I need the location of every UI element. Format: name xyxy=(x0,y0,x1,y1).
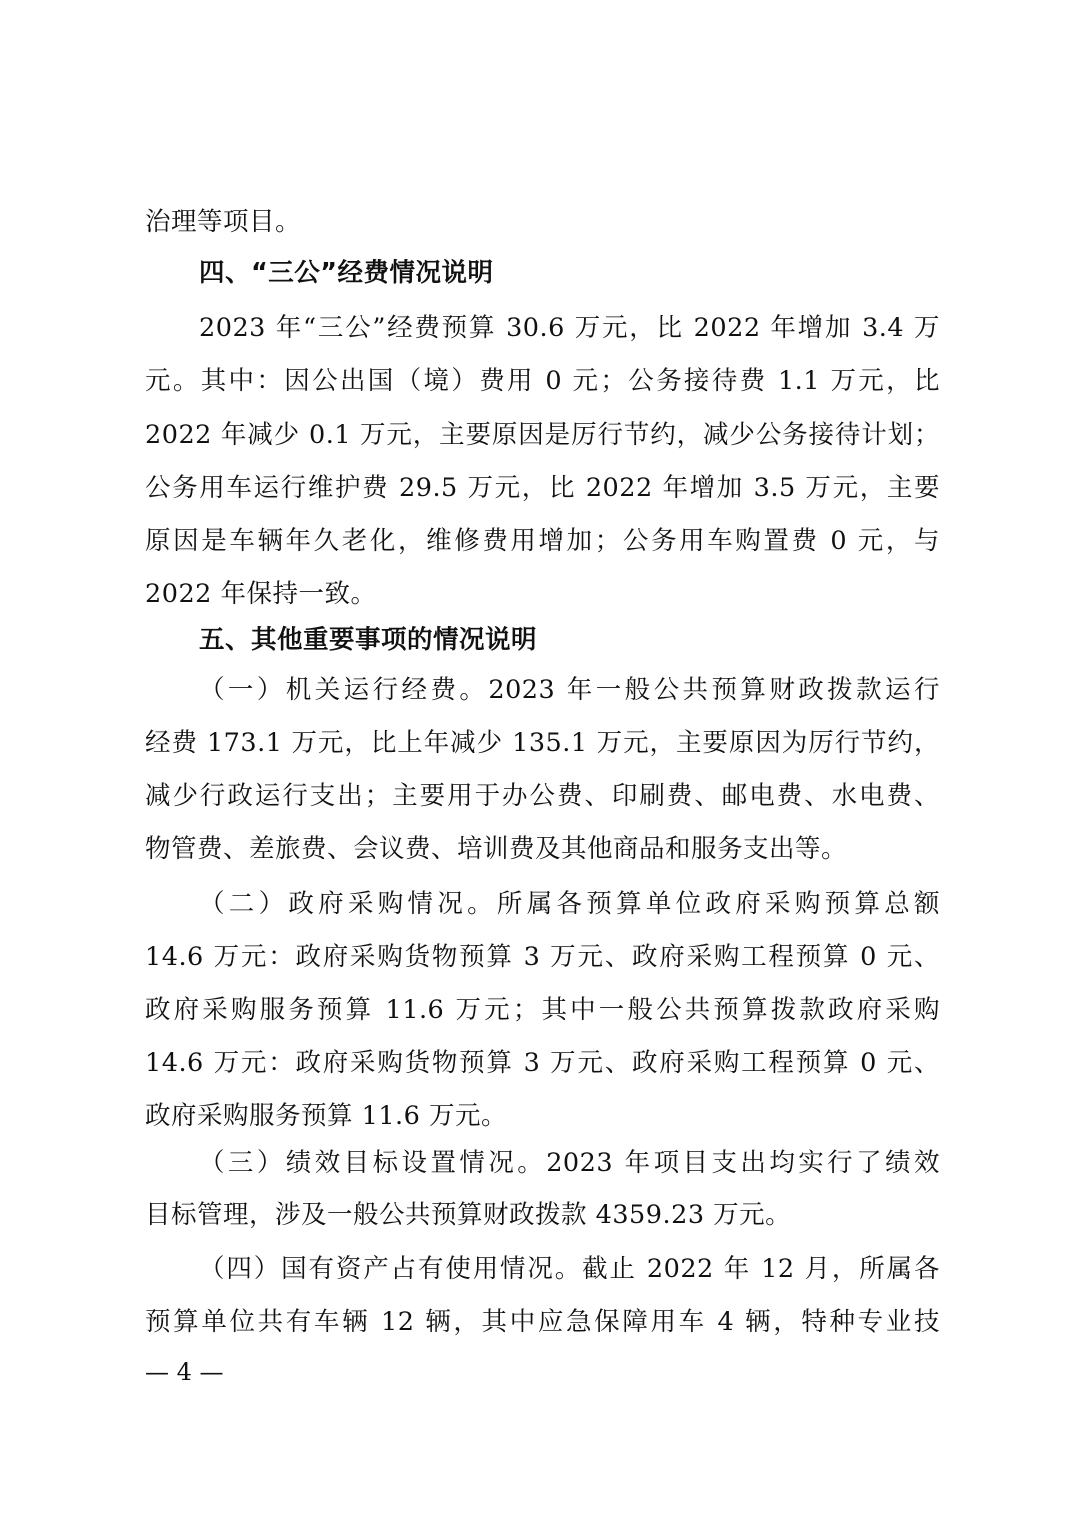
body-text-line: （三）绩效目标设置情况。2023 年项目支出均实行了绩效 xyxy=(199,1148,940,1178)
body-text-line: 原因是车辆年久老化，维修费用增加；公务用车购置费 0 元，与 xyxy=(145,526,940,556)
body-text-line: 治理等项目。 xyxy=(145,207,302,237)
body-text-line: 经费 173.1 万元，比上年减少 135.1 万元，主要原因为厉行节约， xyxy=(145,728,940,758)
section-heading: 五、其他重要事项的情况说明 xyxy=(199,625,538,655)
body-text-line: 元。其中：因公出国（境）费用 0 元；公务接待费 1.1 万元，比 xyxy=(145,366,940,396)
body-text-line: （四）国有资产占有使用情况。截止 2022 年 12 月，所属各 xyxy=(199,1254,940,1284)
body-text-line: 2022 年减少 0.1 万元，主要原因是厉行节约，减少公务接待计划； xyxy=(145,420,940,450)
body-text-line: 公务用车运行维护费 29.5 万元，比 2022 年增加 3.5 万元，主要 xyxy=(145,473,940,503)
body-text-line: 政府采购服务预算 11.6 万元；其中一般公共预算拨款政府采购 xyxy=(145,995,940,1025)
body-text-line: 2022 年保持一致。 xyxy=(145,579,377,609)
body-text-line: 14.6 万元：政府采购货物预算 3 万元、政府采购工程预算 0 元、 xyxy=(145,1048,940,1078)
page-number: — 4 — xyxy=(145,1358,224,1386)
body-text-line: （一）机关运行经费。2023 年一般公共预算财政拨款运行 xyxy=(199,675,940,705)
body-text-line: 预算单位共有车辆 12 辆，其中应急保障用车 4 辆，特种专业技 xyxy=(145,1307,940,1337)
body-text-line: 政府采购服务预算 11.6 万元。 xyxy=(145,1101,507,1131)
section-heading: 四、“三公”经费情况说明 xyxy=(199,258,494,288)
body-text-line: 物管费、差旅费、会议费、培训费及其他商品和服务支出等。 xyxy=(145,834,848,864)
body-text-line: 2023 年“三公”经费预算 30.6 万元，比 2022 年增加 3.4 万 xyxy=(199,313,940,343)
body-text-line: 减少行政运行支出；主要用于办公费、印刷费、邮电费、水电费、 xyxy=(145,781,940,811)
body-text-line: 14.6 万元：政府采购货物预算 3 万元、政府采购工程预算 0 元、 xyxy=(145,942,940,972)
body-text-line: 目标管理，涉及一般公共预算财政拨款 4359.23 万元。 xyxy=(145,1200,792,1230)
body-text-line: （二）政府采购情况。所属各预算单位政府采购预算总额 xyxy=(199,889,940,919)
